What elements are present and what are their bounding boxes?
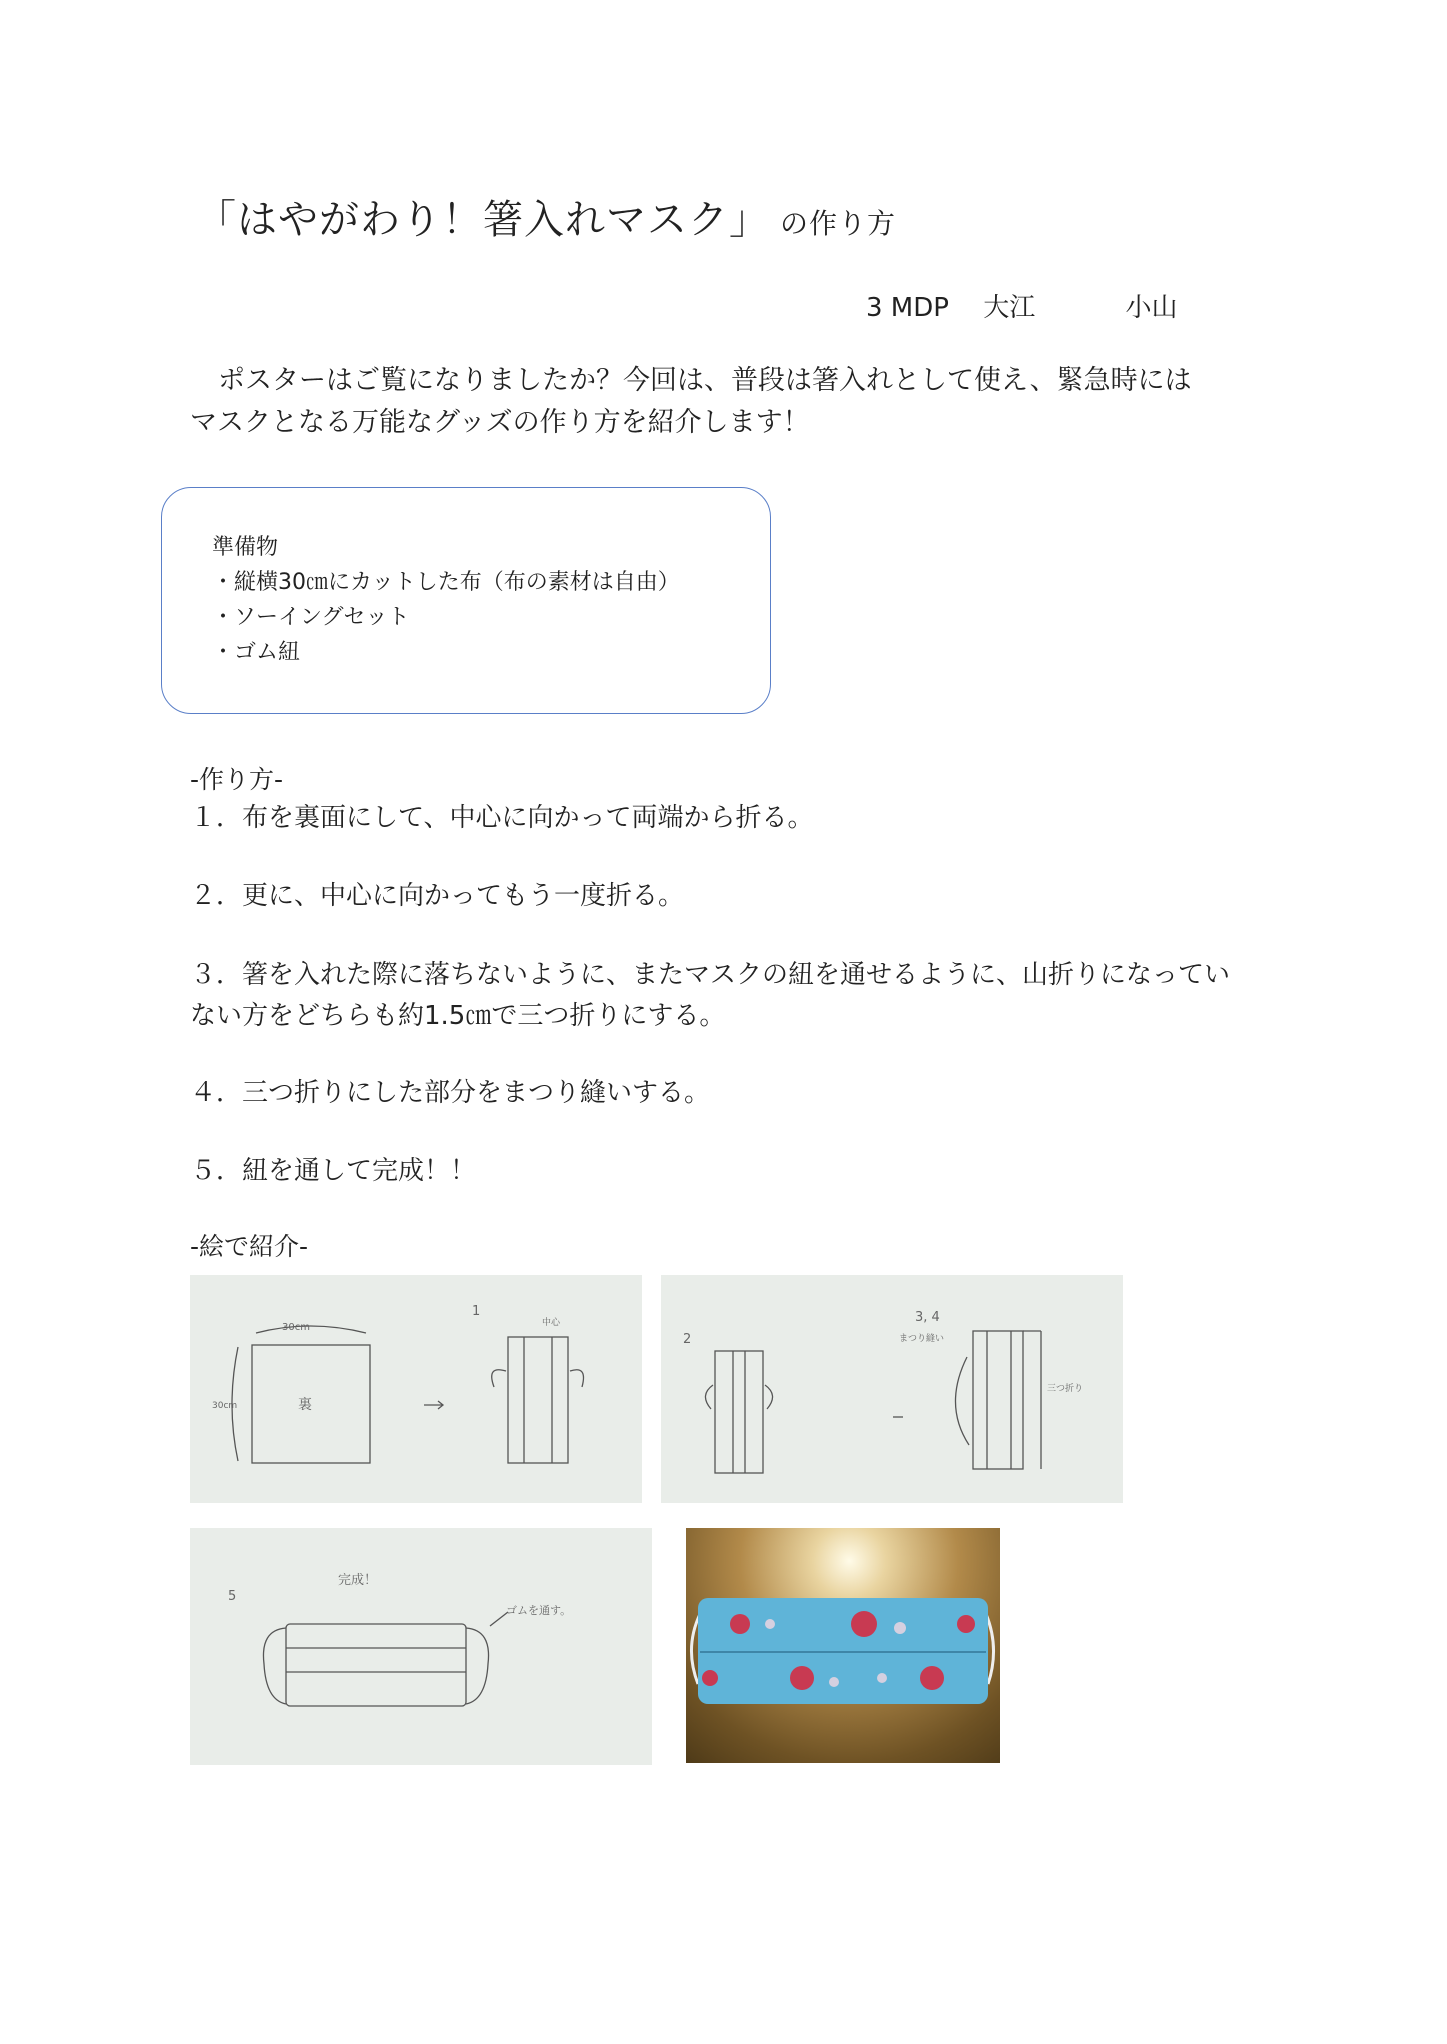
materials-heading: 準備物 [212,535,279,560]
sketch3-done-label: 完成！ [338,1573,378,1588]
sketch-steps-2-4 [661,1275,1123,1503]
sketch-steps-0-1 [190,1275,642,1503]
sketch-drawing-1 [190,1275,642,1503]
sketch-drawing-3 [190,1528,652,1765]
step-4: ４．三つ折りにした部分をまつり縫いする。 [190,1078,711,1108]
sketch2-step-a: 2 [683,1332,692,1347]
sketch2-note-a: まつり縫い [899,1334,945,1344]
materials-item: ・縦横30㎝にカットした布（布の素材は自由） [212,570,680,595]
sketch1-step-number: 1 [472,1304,481,1319]
title-main: 「はやがわり！箸入れマスク」 [196,197,770,243]
sketch2-step-b: 3, 4 [915,1310,940,1325]
step-5: ５．紐を通して完成！！ [190,1156,477,1186]
intro-line-1: ポスターはご覧になりましたか？今回は、普段は箸入れとして使え、緊急時には [218,365,1192,396]
sketch3-step-number: 5 [228,1589,237,1604]
sketch2-note-b: 三つ折り [1047,1384,1084,1394]
sketch1-fold-note: 中心 [542,1318,561,1328]
intro-paragraph [190,360,1270,444]
page-title [196,188,896,245]
sketch-step-5 [190,1528,652,1765]
mask-photo-drawing [686,1528,1000,1763]
illustrations-heading: -絵で紹介- [190,1232,309,1261]
materials-item: ・ソーイングセット [212,605,410,630]
sketch1-center-label: 裏 [298,1397,312,1413]
sketch1-dim-side: 30cm [212,1401,238,1411]
materials-list [212,530,680,670]
materials-item: ・ゴム紐 [212,640,301,665]
intro-line-2: マスクとなる万能なグッズの作り方を紹介します！ [190,407,810,438]
sketch1-dim-top: 30cm [282,1322,310,1333]
step-2: ２．更に、中心に向かってもう一度折る。 [190,881,685,911]
title-suffix: の作り方 [780,207,897,240]
method-heading: -作り方- [190,765,284,794]
authors [866,287,1178,324]
sketch-drawing-2 [661,1275,1123,1503]
step-1: １．布を裏面にして、中心に向かって両端から折る。 [190,803,814,833]
author-name-2: 小山 [1125,293,1178,323]
author-name-1: 大江 [983,293,1036,323]
finished-mask-photo [686,1528,1000,1763]
author-class: 3 MDP [866,293,949,323]
sketch3-note: ゴムを通す。 [506,1604,572,1617]
step-3: ３．箸を入れた際に落ちないように、またマスクの紐を通せるように、山折りになっていない方をどちらも約1.5㎝で三つ折りにする。 [190,960,1231,1031]
